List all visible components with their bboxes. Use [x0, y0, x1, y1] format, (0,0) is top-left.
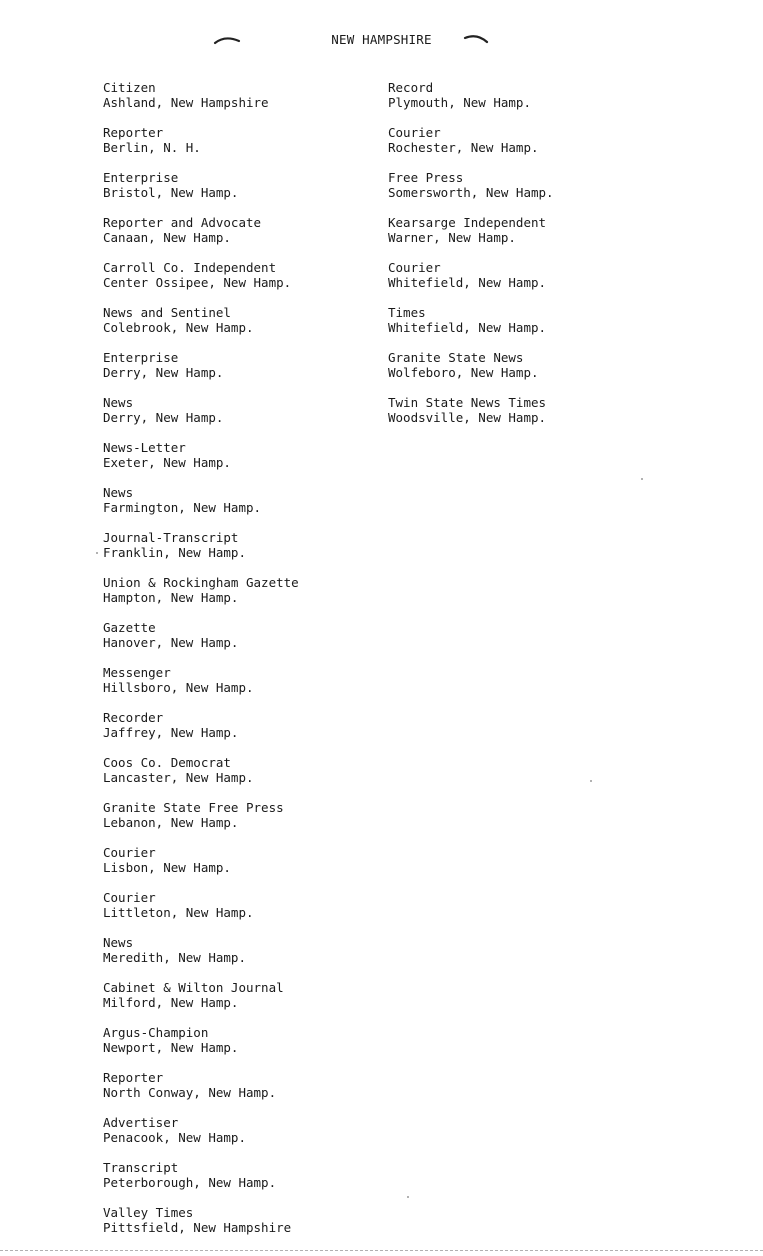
newspaper-location: Hillsboro, New Hamp.: [103, 680, 254, 695]
newspaper-entry: [103, 260, 299, 305]
newspaper-location: Whitefield, New Hamp.: [388, 320, 547, 335]
newspaper-name: Gazette: [103, 620, 156, 635]
right-punch-mark: [463, 33, 491, 45]
newspaper-entry: [388, 395, 554, 440]
newspaper-entry: [103, 485, 299, 530]
newspaper-entry: [103, 575, 299, 620]
newspaper-name: Record: [388, 80, 434, 95]
newspaper-entry: [103, 800, 299, 845]
newspaper-location: Plymouth, New Hamp.: [388, 95, 531, 110]
newspaper-name: Advertiser: [103, 1115, 179, 1130]
newspaper-location: Littleton, New Hamp.: [103, 905, 254, 920]
paper-speck: [641, 478, 643, 480]
newspaper-location: Lancaster, New Hamp.: [103, 770, 254, 785]
newspaper-name: News: [103, 485, 134, 500]
newspaper-entry: [103, 620, 299, 665]
newspaper-name: Union & Rockingham Gazette: [103, 575, 299, 590]
newspaper-entry: [103, 710, 299, 755]
newspaper-entry: [103, 935, 299, 980]
newspaper-entry: [388, 260, 554, 305]
newspaper-location: Hanover, New Hamp.: [103, 635, 239, 650]
newspaper-name: Valley Times: [103, 1205, 194, 1220]
newspaper-name: Citizen: [103, 80, 156, 95]
newspaper-name: News-Letter: [103, 440, 186, 455]
newspaper-entry: [103, 530, 299, 575]
newspaper-location: Franklin, New Hamp.: [103, 545, 246, 560]
newspaper-entry: [388, 350, 554, 395]
newspaper-entry: [388, 80, 554, 125]
left-column: [103, 80, 299, 1250]
newspaper-name: Coos Co. Democrat: [103, 755, 231, 770]
newspaper-location: Hampton, New Hamp.: [103, 590, 239, 605]
newspaper-name: Cabinet & Wilton Journal: [103, 980, 284, 995]
newspaper-name: Carroll Co. Independent: [103, 260, 277, 275]
newspaper-location: Meredith, New Hamp.: [103, 950, 246, 965]
newspaper-name: Courier: [388, 125, 441, 140]
newspaper-entry: [103, 1205, 299, 1250]
newspaper-location: Pittsfield, New Hampshire: [103, 1220, 292, 1235]
newspaper-location: Derry, New Hamp.: [103, 410, 224, 425]
newspaper-entry: [103, 1025, 299, 1070]
newspaper-name: News: [103, 395, 134, 410]
newspaper-name: Reporter: [103, 1070, 164, 1085]
newspaper-location: Peterborough, New Hamp.: [103, 1175, 277, 1190]
newspaper-location: Colebrook, New Hamp.: [103, 320, 254, 335]
paper-speck: [96, 552, 98, 554]
newspaper-entry: [103, 665, 299, 710]
newspaper-entry: [103, 440, 299, 485]
newspaper-entry: [103, 890, 299, 935]
newspaper-name: Free Press: [388, 170, 464, 185]
newspaper-name: Granite State Free Press: [103, 800, 284, 815]
newspaper-name: Courier: [103, 890, 156, 905]
newspaper-location: Whitefield, New Hamp.: [388, 275, 547, 290]
newspaper-location: Penacook, New Hamp.: [103, 1130, 246, 1145]
newspaper-location: Farmington, New Hamp.: [103, 500, 262, 515]
newspaper-location: Woodsville, New Hamp.: [388, 410, 547, 425]
newspaper-entry: [388, 215, 554, 260]
newspaper-name: Granite State News: [388, 350, 524, 365]
newspaper-location: Berlin, N. H.: [103, 140, 201, 155]
newspaper-entry: [103, 80, 299, 125]
newspaper-location: Warner, New Hamp.: [388, 230, 516, 245]
newspaper-location: Milford, New Hamp.: [103, 995, 239, 1010]
newspaper-location: Wolfeboro, New Hamp.: [388, 365, 539, 380]
newspaper-entry: [103, 215, 299, 260]
newspaper-entry: [388, 305, 554, 350]
newspaper-location: Derry, New Hamp.: [103, 365, 224, 380]
newspaper-name: Enterprise: [103, 350, 179, 365]
newspaper-name: Journal-Transcript: [103, 530, 239, 545]
newspaper-entry: [103, 845, 299, 890]
newspaper-location: Bristol, New Hamp.: [103, 185, 239, 200]
newspaper-name: Argus-Champion: [103, 1025, 209, 1040]
newspaper-location: Exeter, New Hamp.: [103, 455, 231, 470]
newspaper-name: News and Sentinel: [103, 305, 231, 320]
newspaper-name: Courier: [103, 845, 156, 860]
right-column: [388, 80, 554, 440]
newspaper-location: Lisbon, New Hamp.: [103, 860, 231, 875]
newspaper-name: News: [103, 935, 134, 950]
newspaper-location: North Conway, New Hamp.: [103, 1085, 277, 1100]
newspaper-location: Canaan, New Hamp.: [103, 230, 231, 245]
newspaper-location: Jaffrey, New Hamp.: [103, 725, 239, 740]
newspaper-location: Lebanon, New Hamp.: [103, 815, 239, 830]
page-title: NEW HAMPSHIRE: [331, 32, 432, 47]
newspaper-entry: [103, 350, 299, 395]
newspaper-location: Somersworth, New Hamp.: [388, 185, 554, 200]
newspaper-entry: [388, 125, 554, 170]
newspaper-name: Reporter and Advocate: [103, 215, 262, 230]
newspaper-location: Ashland, New Hampshire: [103, 95, 269, 110]
newspaper-entry: [103, 755, 299, 800]
newspaper-name: Recorder: [103, 710, 164, 725]
newspaper-entry: [103, 980, 299, 1025]
newspaper-name: Messenger: [103, 665, 171, 680]
newspaper-name: Twin State News Times: [388, 395, 547, 410]
newspaper-name: Transcript: [103, 1160, 179, 1175]
newspaper-name: Times: [388, 305, 426, 320]
newspaper-entry: [103, 125, 299, 170]
newspaper-location: Newport, New Hamp.: [103, 1040, 239, 1055]
newspaper-name: Reporter: [103, 125, 164, 140]
page-bottom-edge: [0, 1250, 763, 1251]
newspaper-name: Enterprise: [103, 170, 179, 185]
newspaper-entry: [388, 170, 554, 215]
paper-speck: [590, 780, 592, 782]
newspaper-location: Rochester, New Hamp.: [388, 140, 539, 155]
newspaper-entry: [103, 1070, 299, 1115]
newspaper-entry: [103, 1115, 299, 1160]
newspaper-entry: [103, 305, 299, 350]
newspaper-entry: [103, 395, 299, 440]
newspaper-name: Kearsarge Independent: [388, 215, 547, 230]
newspaper-entry: [103, 170, 299, 215]
newspaper-location: Center Ossipee, New Hamp.: [103, 275, 292, 290]
newspaper-name: Courier: [388, 260, 441, 275]
newspaper-entry: [103, 1160, 299, 1205]
paper-speck: [407, 1196, 409, 1198]
